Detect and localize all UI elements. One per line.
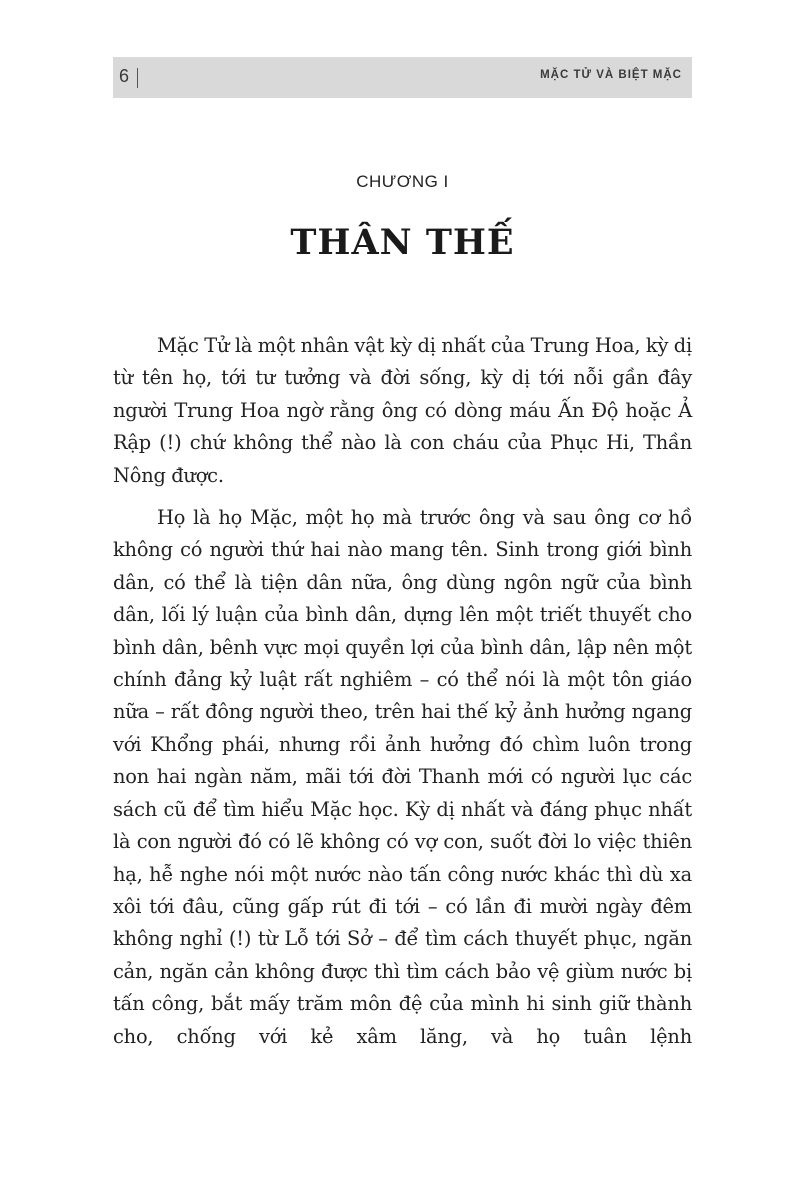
running-title: MẶC TỬ VÀ BIỆT MẶC: [540, 69, 682, 81]
paragraph-2: Họ là họ Mặc, một họ mà trước ông và sau ông cơ hồ không có người thứ hai nào mang tên. Sinh trong giới bình dân, có thể là tiện dân nữa, ông dùng ngôn ngữ của bình dân, lối lý luận của bình dân, dựng lên một triết thuyết cho bình dân, bênh vực mọi quyền lợi của bình dân, lập nên một chính đảng kỷ luật rất nghiêm – có thể nói là một tôn giáo nữa – rất đông người theo, trên hai thế kỷ ảnh hưởng ngang với Khổng phái, nhưng rồi ảnh hưởng đó chìm luôn trong non hai ngàn năm, mãi tới đời Thanh mới có người lục các sách cũ để tìm hiểu Mặc học. Kỳ dị nhất và đáng phục nhất là con người đó có lẽ không có vợ con, suốt đời lo việc thiên hạ, hễ nghe nói một nước nào tấn công nước khác thì dù xa xôi tới đâu, cũng gấp rút đi tới – có lần đi mười ngày đêm không nghỉ (!) từ Lỗ tới Sở – để tìm cách thuyết phục, ngăn cản, ngăn cản không được thì tìm cách bảo vệ giùm nước bị tấn công, bắt mấy trăm môn đệ của mình hi sinh giữ thành cho, chống với kẻ xâm lăng, và họ tuân lệnh: [113, 506, 692, 1048]
body-text: [113, 330, 692, 1063]
chapter-label: CHƯƠNG I: [356, 172, 449, 191]
running-header: [113, 57, 692, 98]
header-divider: [137, 68, 138, 88]
chapter-title: THÂN THẾ: [290, 222, 515, 263]
page-number: 6: [119, 66, 130, 86]
paragraph-1: Mặc Tử là một nhân vật kỳ dị nhất của Trung Hoa, kỳ dị từ tên họ, tới tư tưởng và đời sống, kỳ dị tới nỗi gần đây người Trung Hoa ngờ rằng ông có dòng máu Ấn Độ hoặc Ả Rập (!) chứ không thể nào là con cháu của Phục Hi, Thần Nông được.: [113, 334, 692, 487]
